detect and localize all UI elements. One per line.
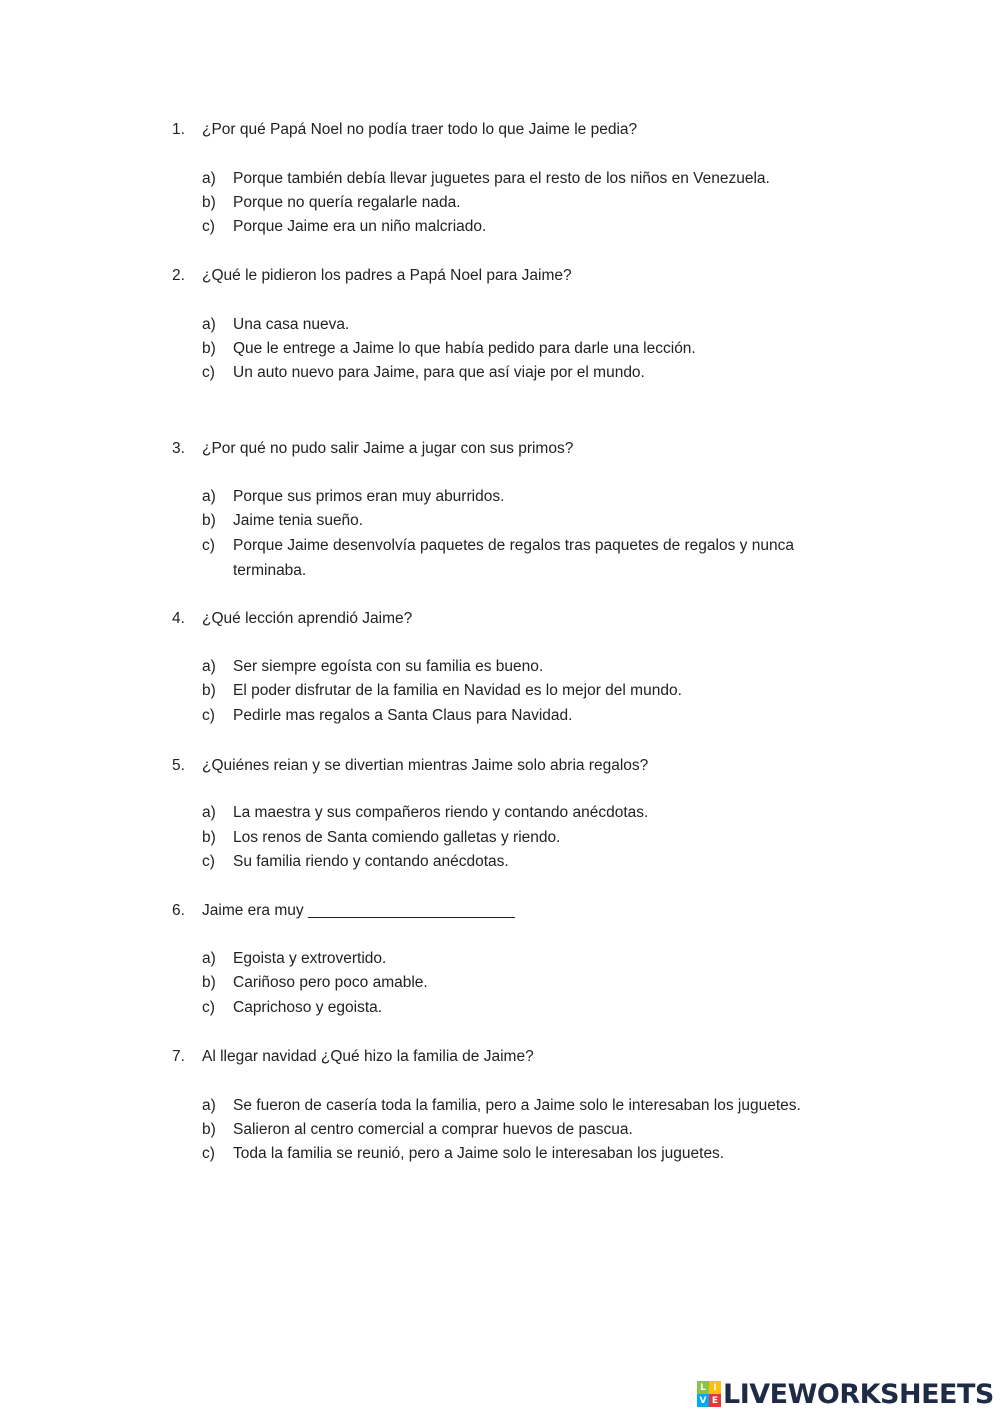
- option-3b[interactable]: [202, 509, 862, 534]
- option-text: Porque Jaime era un niño malcriado.: [233, 218, 487, 235]
- liveworksheets-logo: [697, 1377, 994, 1411]
- option-text: Porque no quería regalarle nada.: [233, 194, 461, 211]
- option-text: Porque también debía llevar juguetes para el resto de los niños en Venezuela.: [233, 170, 770, 187]
- question-text: Al llegar navidad ¿Qué hizo la familia de Jaime?: [202, 1048, 534, 1065]
- option-1b[interactable]: [202, 191, 862, 216]
- logo-tile-e: E: [709, 1394, 721, 1407]
- option-7b[interactable]: [202, 1118, 862, 1143]
- question-number: 7.: [172, 1048, 185, 1065]
- option-text: Los renos de Santa comiendo galletas y riendo.: [233, 829, 561, 846]
- option-text: El poder disfrutar de la familia en Navidad es lo mejor del mundo.: [233, 682, 682, 699]
- option-4a[interactable]: [202, 655, 862, 680]
- option-5a[interactable]: [202, 801, 862, 826]
- option-letter: b): [202, 340, 216, 357]
- option-text: Ser siempre egoísta con su familia es bueno.: [233, 658, 544, 675]
- option-letter: c): [202, 364, 215, 381]
- option-6b[interactable]: [202, 971, 862, 996]
- question-number: 3.: [172, 440, 185, 457]
- option-2b[interactable]: [202, 337, 862, 362]
- question-number: 1.: [172, 121, 185, 138]
- option-letter: c): [202, 707, 215, 724]
- option-4c[interactable]: [202, 704, 862, 729]
- option-text: Porque sus primos eran muy aburridos.: [233, 488, 505, 505]
- option-text: Un auto nuevo para Jaime, para que así viaje por el mundo.: [233, 364, 645, 381]
- option-5c[interactable]: [202, 850, 862, 875]
- option-letter: b): [202, 974, 216, 991]
- option-3a[interactable]: [202, 485, 862, 510]
- option-letter: a): [202, 170, 216, 187]
- option-letter: a): [202, 1097, 216, 1114]
- option-letter: a): [202, 804, 216, 821]
- option-1a[interactable]: [202, 167, 862, 192]
- option-text: Caprichoso y egoista.: [233, 999, 383, 1016]
- option-letter: b): [202, 512, 216, 529]
- option-3c[interactable]: [202, 534, 862, 583]
- question-text: ¿Por qué no pudo salir Jaime a jugar con sus primos?: [202, 440, 574, 457]
- question-text: Jaime era muy ________________________: [202, 902, 515, 919]
- question-number: 6.: [172, 902, 185, 919]
- option-text: Una casa nueva.: [233, 316, 350, 333]
- option-letter: b): [202, 682, 216, 699]
- option-text: Jaime tenia sueño.: [233, 512, 364, 529]
- option-6a[interactable]: [202, 947, 862, 972]
- option-7c[interactable]: [202, 1142, 862, 1167]
- option-text: Toda la familia se reunió, pero a Jaime solo le interesaban los juguetes.: [233, 1145, 725, 1162]
- option-4b[interactable]: [202, 679, 862, 704]
- liveworksheets-logo-icon: [697, 1381, 721, 1407]
- option-text: Cariñoso pero poco amable.: [233, 974, 428, 991]
- option-7a[interactable]: [202, 1094, 862, 1119]
- option-letter: c): [202, 537, 215, 554]
- option-letter: c): [202, 218, 215, 235]
- question-number: 5.: [172, 757, 185, 774]
- option-letter: a): [202, 950, 216, 967]
- question-text: ¿Quiénes reian y se divertian mientras Jaime solo abria regalos?: [202, 757, 649, 774]
- option-text: Que le entrege a Jaime lo que había pedido para darle una lección.: [233, 340, 696, 357]
- option-letter: a): [202, 488, 216, 505]
- option-letter: a): [202, 658, 216, 675]
- question-number: 2.: [172, 267, 185, 284]
- question-number: 4.: [172, 610, 185, 627]
- question-text: ¿Qué lección aprendió Jaime?: [202, 610, 413, 627]
- option-letter: b): [202, 1121, 216, 1138]
- option-letter: c): [202, 999, 215, 1016]
- option-5b[interactable]: [202, 826, 862, 851]
- option-letter: a): [202, 316, 216, 333]
- option-1c[interactable]: [202, 215, 862, 240]
- logo-tile-i: I: [709, 1381, 721, 1394]
- option-6c[interactable]: [202, 996, 862, 1021]
- option-letter: c): [202, 853, 215, 870]
- option-letter: b): [202, 194, 216, 211]
- option-text: La maestra y sus compañeros riendo y contando anécdotas.: [233, 804, 649, 821]
- option-2c[interactable]: [202, 361, 862, 386]
- logo-text: LIVEWORKSHEETS: [723, 1378, 994, 1410]
- option-2a[interactable]: [202, 313, 862, 338]
- option-letter: c): [202, 1145, 215, 1162]
- option-text: Salieron al centro comercial a comprar huevos de pascua.: [233, 1121, 633, 1138]
- option-text: Pedirle mas regalos a Santa Claus para Navidad.: [233, 707, 573, 724]
- question-text: ¿Por qué Papá Noel no podía traer todo lo que Jaime le pedia?: [202, 121, 638, 138]
- option-text: Porque Jaime desenvolvía paquetes de regalos tras paquetes de regalos y nunca terminaba.: [233, 537, 794, 579]
- option-text: Egoista y extrovertido.: [233, 950, 387, 967]
- option-letter: b): [202, 829, 216, 846]
- logo-tile-v: V: [697, 1394, 709, 1407]
- option-text: Su familia riendo y contando anécdotas.: [233, 853, 509, 870]
- logo-tile-l: L: [697, 1381, 709, 1394]
- question-text: ¿Qué le pidieron los padres a Papá Noel para Jaime?: [202, 267, 572, 284]
- option-text: Se fueron de casería toda la familia, pero a Jaime solo le interesaban los juguetes.: [233, 1097, 801, 1114]
